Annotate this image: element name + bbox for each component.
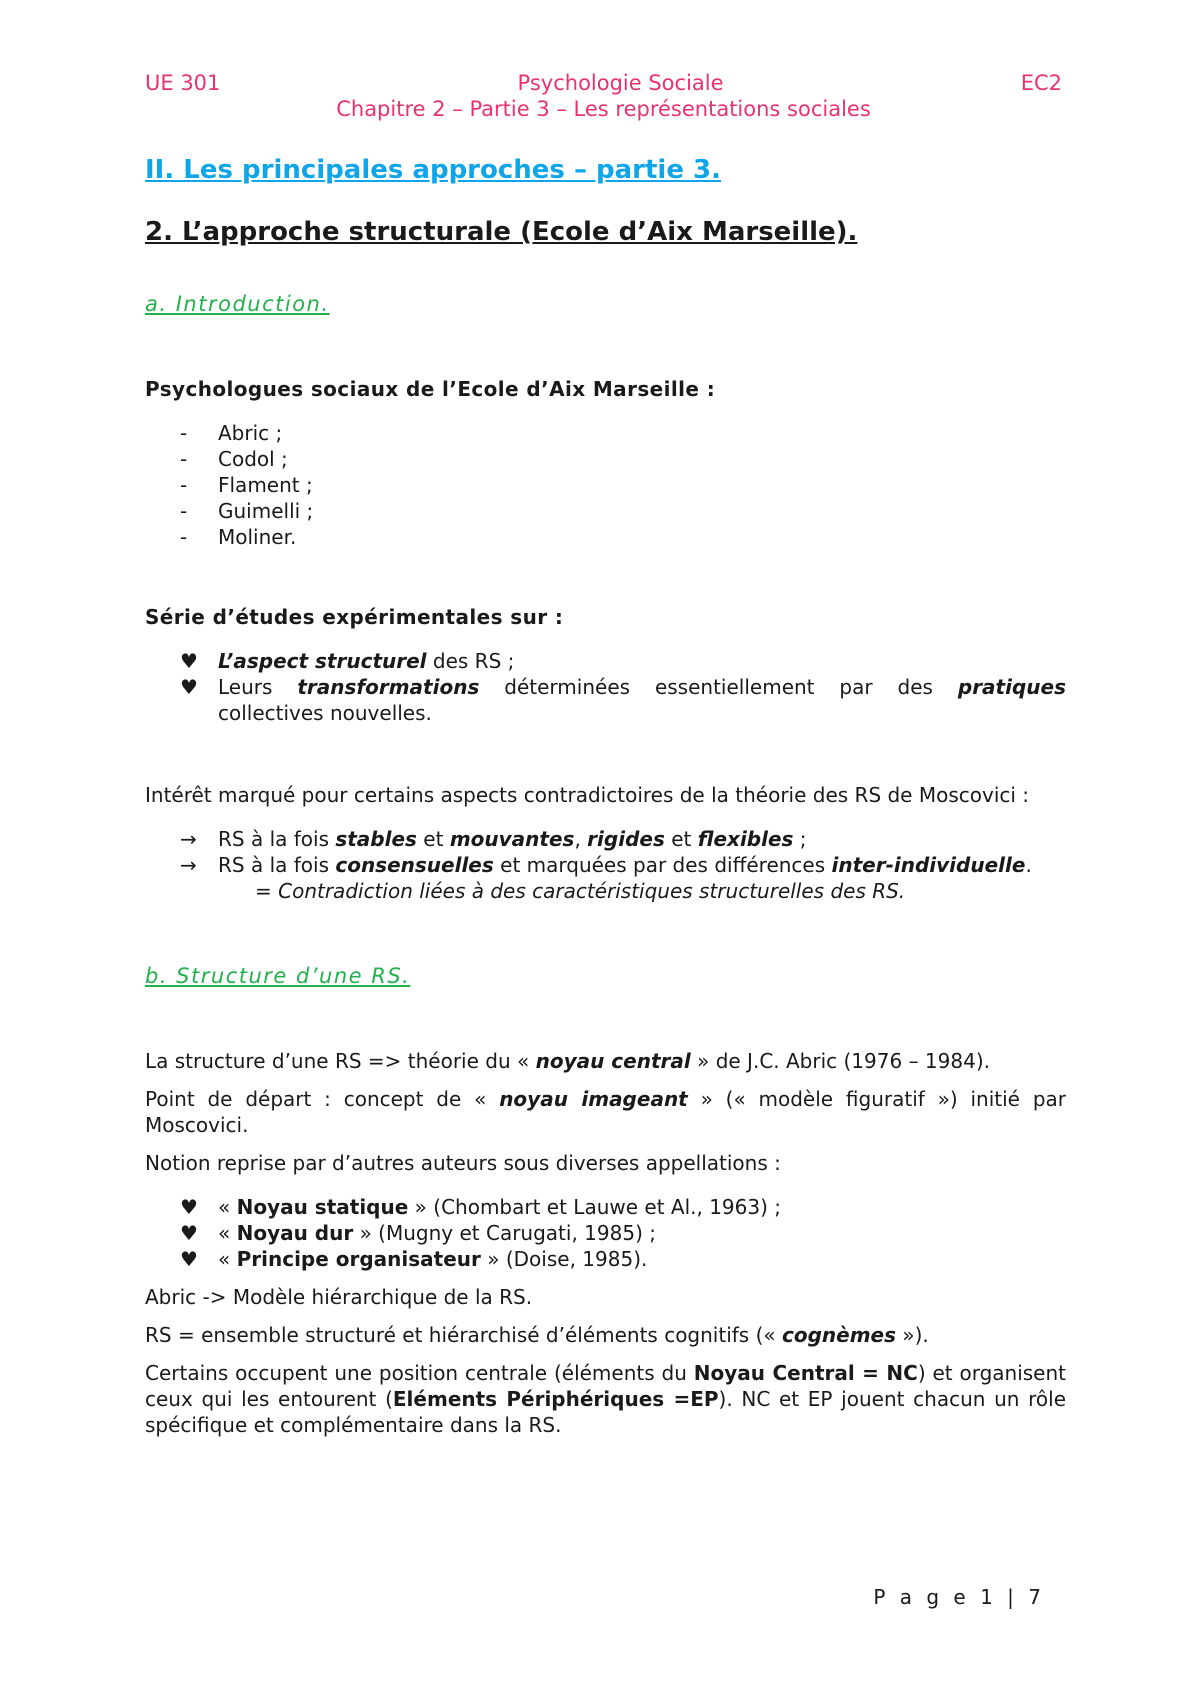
header-chapter: Chapitre 2 – Partie 3 – Les représentations sociales [336, 97, 871, 121]
section-a-heading: a. Introduction. [145, 292, 330, 316]
structure-paragraph-1: La structure d’une RS => théorie du « noyau central » de J.C. Abric (1976 – 1984). [145, 1049, 990, 1073]
abric-paragraph: Abric -> Modèle hiérarchique de la RS. [145, 1285, 533, 1309]
heading-level-2: 2. L’approche structurale (Ecole d’Aix Marseille). [145, 217, 858, 247]
list-item: ♥ « Principe organisateur » (Doise, 1985). [180, 1247, 648, 1271]
psychologues-intro: Psychologues sociaux de l’Ecole d’Aix Marseille : [145, 377, 716, 401]
list-item: → RS à la fois consensuelles et marquées par des différences inter-individuelle. [180, 853, 1032, 877]
list-item: - Moliner. [180, 525, 297, 549]
heart-bullet-icon: ♥ [180, 649, 198, 673]
psychologues-list [145, 420, 1066, 550]
list-item: ♥ L’aspect structurel des RS ; [180, 649, 515, 673]
document-body [145, 152, 1066, 1438]
list-item: ♥ « Noyau statique » (Chombart et Lauwe et Al., 1963) ; [180, 1195, 782, 1219]
header-course-code: UE 301 [145, 71, 221, 95]
header-course-title: Psychologie Sociale [517, 71, 724, 95]
heading-level-1: II. Les principales approches – partie 3. [145, 155, 721, 185]
list-item: → RS à la fois stables et mouvantes, rigides et flexibles ; [180, 827, 807, 851]
page-header [145, 70, 1062, 122]
header-ec-code: EC2 [1020, 71, 1062, 95]
contradiction-conclusion: = Contradiction liées à des caractéristiques structurelles des RS. [255, 879, 906, 903]
arrow-right-icon: → [180, 853, 197, 877]
dash-bullet: - [180, 447, 188, 471]
list-item: ♥ Leurs transformations déterminées essentiellement par des pratiques collectives nouvelles. [180, 675, 1066, 725]
dash-bullet: - [180, 473, 188, 497]
section-b-heading: b. Structure d’une RS. [145, 964, 411, 988]
certains-paragraph: Certains occupent une position centrale (éléments du Noyau Central = NC) et organisent ceux qui les entourent (Eléments Périphériques =EP). NC et EP jouent chacun un rôle spécifique et complémentaire dans la RS. [145, 1361, 1067, 1437]
structure-paragraph-2: Point de départ : concept de « noyau imageant » (« modèle figuratif ») initié par Moscovici. [145, 1087, 1066, 1137]
list-item: - Guimelli ; [180, 499, 314, 523]
list-item: - Flament ; [180, 473, 313, 497]
dash-bullet: - [180, 525, 188, 549]
rs-paragraph: RS = ensemble structuré et hiérarchisé d’éléments cognitifs (« cognèmes »). [145, 1323, 929, 1347]
dash-bullet: - [180, 499, 188, 523]
heart-bullet-icon: ♥ [180, 1195, 198, 1219]
heart-bullet-icon: ♥ [180, 1247, 198, 1271]
page-number: P a g e 1 | 7 [873, 1585, 1045, 1609]
list-item: - Codol ; [180, 447, 288, 471]
interet-paragraph: Intérêt marqué pour certains aspects contradictoires de la théorie des RS de Moscovici : [145, 783, 1030, 807]
structure-paragraph-3: Notion reprise par d’autres auteurs sous diverses appellations : [145, 1151, 781, 1175]
heart-bullet-icon: ♥ [180, 675, 198, 699]
noyau-list [145, 1194, 1066, 1272]
heart-bullet-icon: ♥ [180, 1221, 198, 1245]
serie-list [145, 648, 1066, 726]
arrow-right-icon: → [180, 827, 197, 851]
serie-intro: Série d’études expérimentales sur : [145, 605, 564, 629]
contradictions-list [145, 826, 1066, 878]
list-item: - Abric ; [180, 421, 283, 445]
dash-bullet: - [180, 421, 188, 445]
list-item: ♥ « Noyau dur » (Mugny et Carugati, 1985) ; [180, 1221, 656, 1245]
